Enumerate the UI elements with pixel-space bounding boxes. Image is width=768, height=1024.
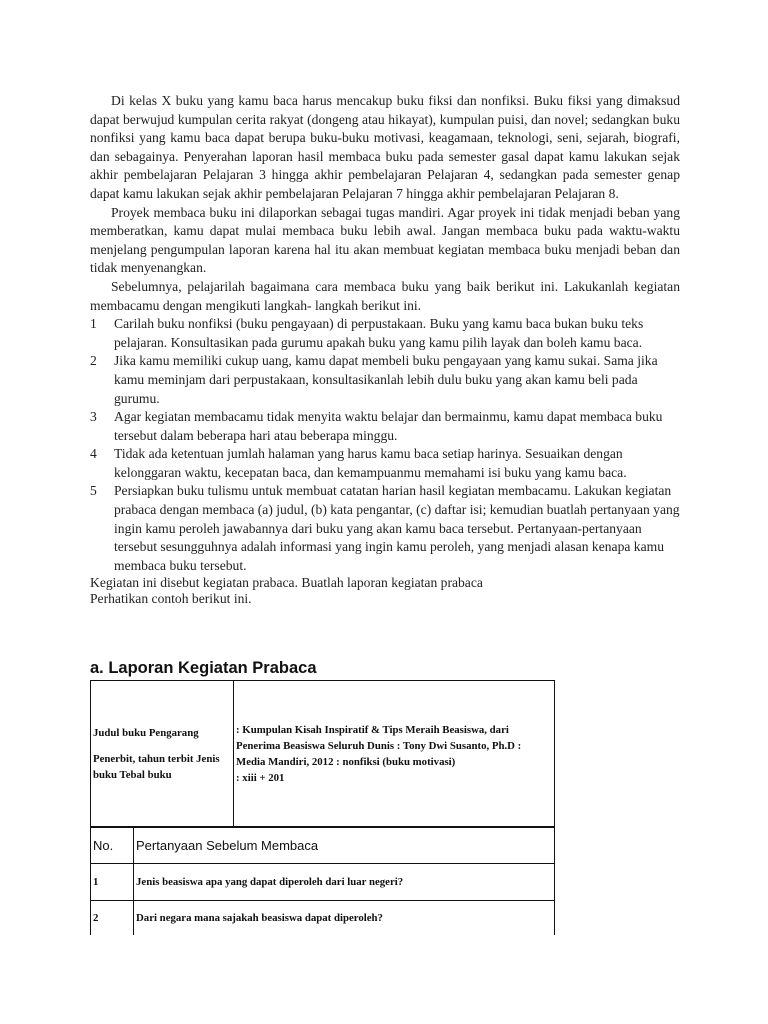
table-header-row	[91, 827, 555, 864]
value-book-details: : Kumpulan Kisah Inspiratif & Tips Meraih Beasiswa, dari Penerima Beasiswa Seluruh Dunis : Tony Dwi Susanto, Ph.D : Media Mandiri, 2012 : nonfiksi (buku motivasi)	[236, 724, 522, 768]
questions-table	[90, 826, 555, 935]
row-number: 2	[91, 901, 134, 936]
list-item	[90, 408, 680, 445]
body-text	[90, 92, 680, 607]
list-item-number: 2	[90, 353, 97, 369]
book-info-values	[234, 681, 555, 828]
paragraph-1: Di kelas X buku yang kamu baca harus mencakup buku fiksi dan nonfiksi. Buku fiksi yang dimaksud dapat berwujud kumpulan cerita rakyat (dongeng atau hikayat), kumpulan puisi, dan novel; sedangkan buku nonfiksi yang kamu baca dapat berupa buku-buku motivasi, keagamaan, teknologi, seni, sejarah, biografi, dan sebagainya. Penyerahan laporan hasil membaca buku pada semester gasal dapat kamu lakukan sejak akhir pembelajaran Pelajaran 3 hingga akhir pembelajaran Pelajaran 4, sedangkan pada semester genap dapat kamu lakukan sejak akhir pembelajaran Pelajaran 7 hingga akhir pembelajaran Pelajaran 8.	[90, 93, 680, 201]
list-item	[90, 445, 680, 482]
table-row	[91, 864, 555, 901]
label-title-author: Judul buku Pengarang	[93, 727, 199, 739]
list-item-text: Persiapkan buku tulismu untuk membuat catatan harian hasil kegiatan membacamu. Lakukan kegiatan prabaca dengan membaca (a) judul, (b) kata pengantar, (c) daftar isi; kemudian buatlah pertanyaan yang ingin kamu peroleh jawabannya dari buku yang akan kamu baca tersebut. Pertanyaan-pertanyaan tersebut sesungguhnya adalah informasi yang ingin kamu peroleh, yang menjadi alasan kenapa kamu membaca buku tersebut.	[114, 483, 680, 573]
row-question: Jenis beasiswa apa yang dapat diperoleh dari luar negeri?	[134, 864, 555, 901]
book-info-labels	[91, 681, 234, 828]
book-info-row	[91, 681, 555, 828]
table-row	[91, 901, 555, 936]
header-no: No.	[91, 827, 134, 864]
list-item	[90, 352, 680, 408]
list-item-text: Carilah buku nonfiksi (buku pengayaan) di perpustakaan. Buku yang kamu baca bukan buku teks pelajaran. Konsultasikan pada gurumu apakah buku yang kamu pilih layak dan boleh kamu baca.	[114, 316, 644, 350]
list-item-number: 3	[90, 409, 97, 425]
row-number: 1	[91, 864, 134, 901]
label-publisher-type-pages: Penerbit, tahun terbit Jenis buku Tebal buku	[93, 753, 220, 781]
value-page-count: : xiii + 201	[236, 772, 285, 784]
row-question: Dari negara mana sajakah beasiswa dapat diperoleh?	[134, 901, 555, 936]
prabaca-report-table	[90, 680, 555, 828]
list-item-number: 4	[90, 446, 97, 462]
list-item-number: 1	[90, 316, 97, 332]
closing-line-2: Perhatikan contoh berikut ini.	[90, 591, 252, 607]
list-item	[90, 315, 680, 352]
list-item-text: Jika kamu memiliki cukup uang, kamu dapat membeli buku pengayaan yang kamu sukai. Sama jika kamu meminjam dari perpustakaan, konsultasikanlah lebih dulu buku yang akan kamu beli pada gurumu.	[114, 353, 658, 406]
list-item	[90, 482, 680, 575]
steps-list	[90, 315, 680, 575]
list-item-number: 5	[90, 483, 97, 499]
list-item-text: Tidak ada ketentuan jumlah halaman yang harus kamu baca setiap harinya. Sesuaikan dengan kelonggaran waktu, kecepatan baca, dan kemampuanmu memahami isi buku yang kamu baca.	[114, 446, 627, 480]
paragraph-2: Proyek membaca buku ini dilaporkan sebagai tugas mandiri. Agar proyek ini tidak menjadi beban yang memberatkan, kamu dapat mulai membaca buku lebih awal. Jangan membaca buku pada waktu-waktu menjelang pengumpulan laporan karena hal itu akan membuat kegiatan membaca buku menjadi beban dan tidak menyenangkan.	[90, 204, 680, 276]
closing-line-1: Kegiatan ini disebut kegiatan prabaca. Buatlah laporan kegiatan prabaca	[90, 575, 483, 591]
list-item-text: Agar kegiatan membacamu tidak menyita waktu belajar dan bermainmu, kamu dapat membaca buku tersebut dalam beberapa hari atau beberapa minggu.	[114, 409, 663, 443]
header-question: Pertanyaan Sebelum Membaca	[134, 827, 555, 864]
paragraph-3: Sebelumnya, pelajarilah bagaimana cara membaca buku yang baik berikut ini. Lakukanlah kegiatan membacamu dengan mengikuti langkah- langkah berikut ini.	[90, 278, 680, 313]
section-title: a. Laporan Kegiatan Prabaca	[90, 659, 317, 677]
